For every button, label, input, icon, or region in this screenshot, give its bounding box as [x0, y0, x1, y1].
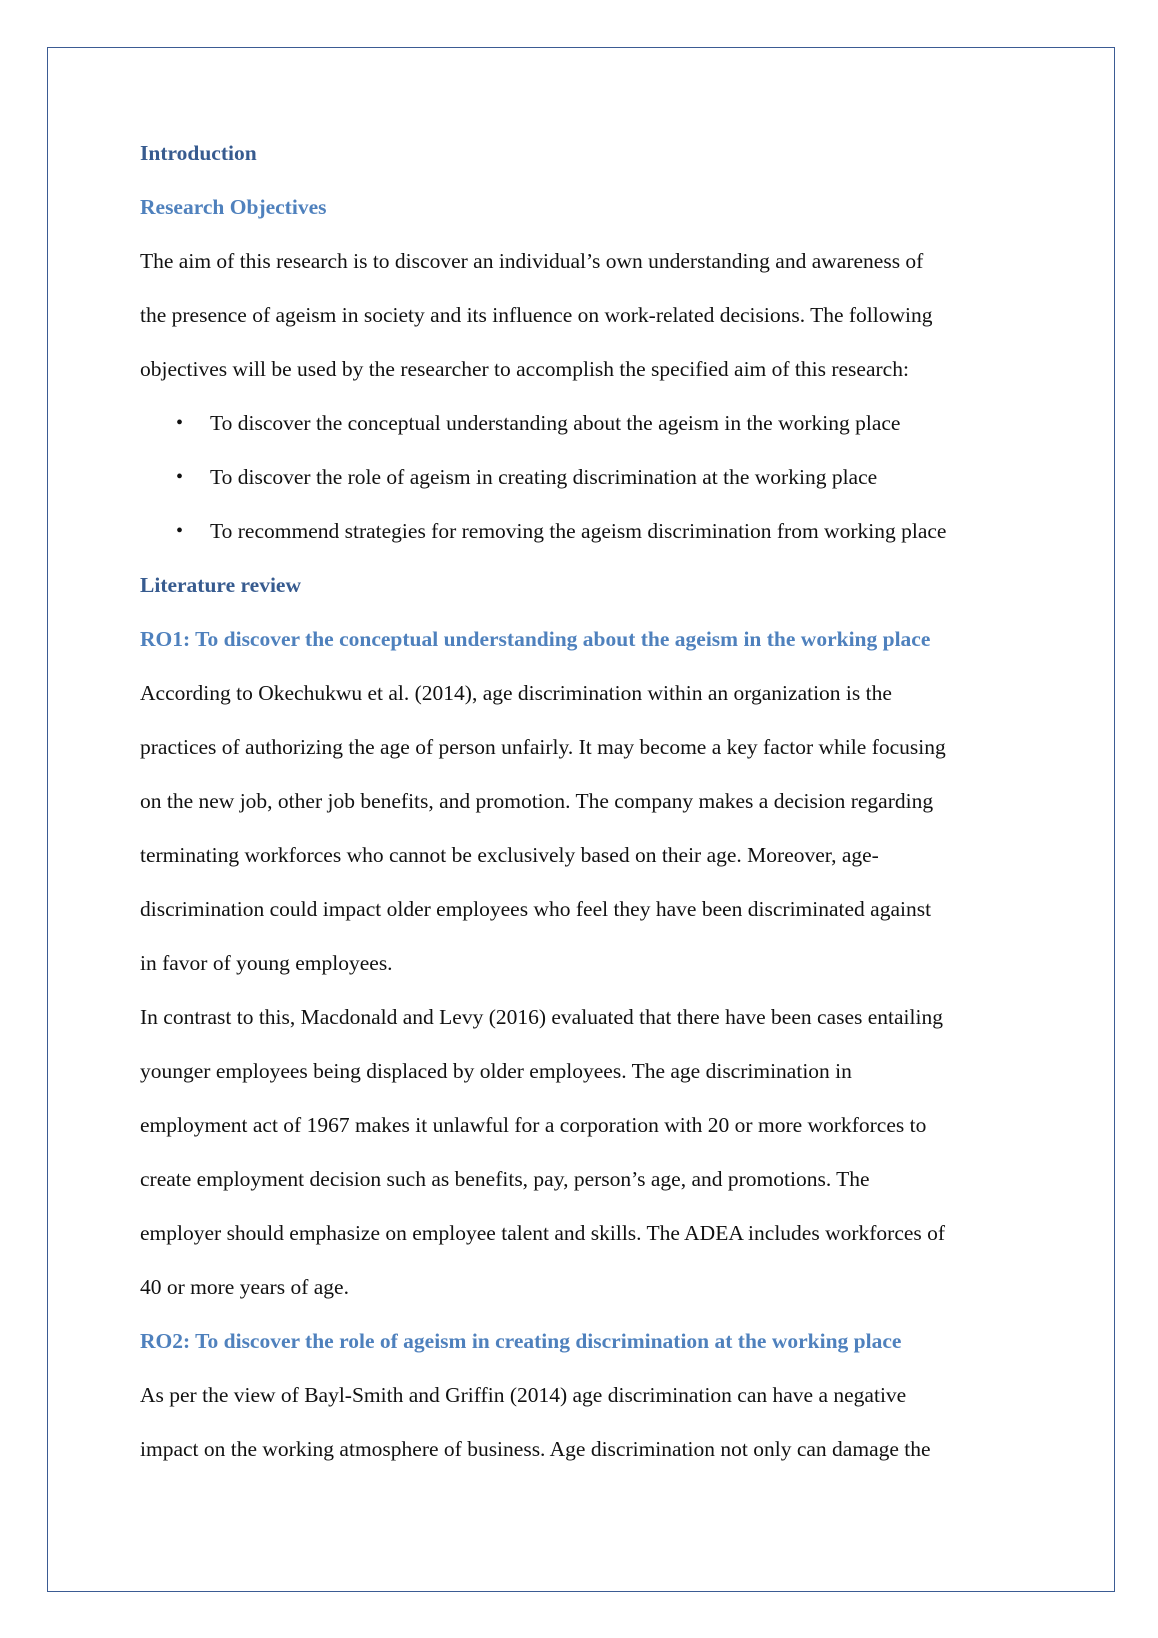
- text-line: discrimination could impact older employees who feel they have been discriminated against: [140, 897, 932, 921]
- text-line: impact on the working atmosphere of business. Age discrimination not only can damage the: [140, 1437, 931, 1461]
- heading-ro1: RO1: To discover the conceptual understanding about the ageism in the working place: [140, 627, 931, 651]
- paragraph-ro1-second: [140, 990, 1040, 1314]
- text-line: As per the view of Bayl-Smith and Griffin (2014) age discrimination can have a negative: [140, 1383, 907, 1407]
- text-line: employment act of 1967 makes it unlawful for a corporation with 20 or more workforces to: [140, 1113, 927, 1137]
- bullet-icon: •: [176, 466, 184, 488]
- list-item-text: To recommend strategies for removing the ageism discrimination from working place: [210, 519, 947, 543]
- heading-ro2: RO2: To discover the role of ageism in creating discrimination at the working place: [140, 1329, 902, 1353]
- heading-research-objectives: Research Objectives: [140, 195, 327, 219]
- text-line: employer should emphasize on employee talent and skills. The ADEA includes workforces of: [140, 1221, 946, 1245]
- heading-literature-review: Literature review: [140, 573, 301, 597]
- text-line: According to Okechukwu et al. (2014), age discrimination within an organization is the: [140, 681, 892, 705]
- paragraph-ro2-first: [140, 1368, 1040, 1476]
- objectives-list: [140, 396, 1040, 558]
- text-line: in favor of young employees.: [140, 951, 393, 975]
- text-line: younger employees being displaced by older employees. The age discrimination in: [140, 1059, 852, 1083]
- paragraph-ro1-first: [140, 666, 1040, 990]
- text-line: The aim of this research is to discover an individual’s own understanding and awareness of: [140, 249, 924, 273]
- text-line: on the new job, other job benefits, and promotion. The company makes a decision regarding: [140, 789, 934, 813]
- text-line: the presence of ageism in society and its influence on work-related decisions. The following: [140, 303, 933, 327]
- text-line: objectives will be used by the researcher to accomplish the specified aim of this research:: [140, 357, 909, 381]
- list-item: [140, 504, 1040, 558]
- text-line: 40 or more years of age.: [140, 1275, 349, 1299]
- text-line: terminating workforces who cannot be exclusively based on their age. Moreover, age-: [140, 843, 879, 867]
- document-body: [140, 126, 1040, 1476]
- text-line: In contrast to this, Macdonald and Levy (2016) evaluated that there have been cases entailing: [140, 1005, 943, 1029]
- paragraph-objectives: [140, 234, 1040, 396]
- list-item: [140, 450, 1040, 504]
- list-item-text: To discover the role of ageism in creating discrimination at the working place: [210, 465, 878, 489]
- bullet-icon: •: [176, 412, 184, 434]
- heading-introduction: Introduction: [140, 141, 257, 165]
- text-line: practices of authorizing the age of person unfairly. It may become a key factor while focusing: [140, 735, 946, 759]
- text-line: create employment decision such as benefits, pay, person’s age, and promotions. The: [140, 1167, 870, 1191]
- list-item-text: To discover the conceptual understanding about the ageism in the working place: [210, 411, 901, 435]
- list-item: [140, 396, 1040, 450]
- bullet-icon: •: [176, 520, 184, 542]
